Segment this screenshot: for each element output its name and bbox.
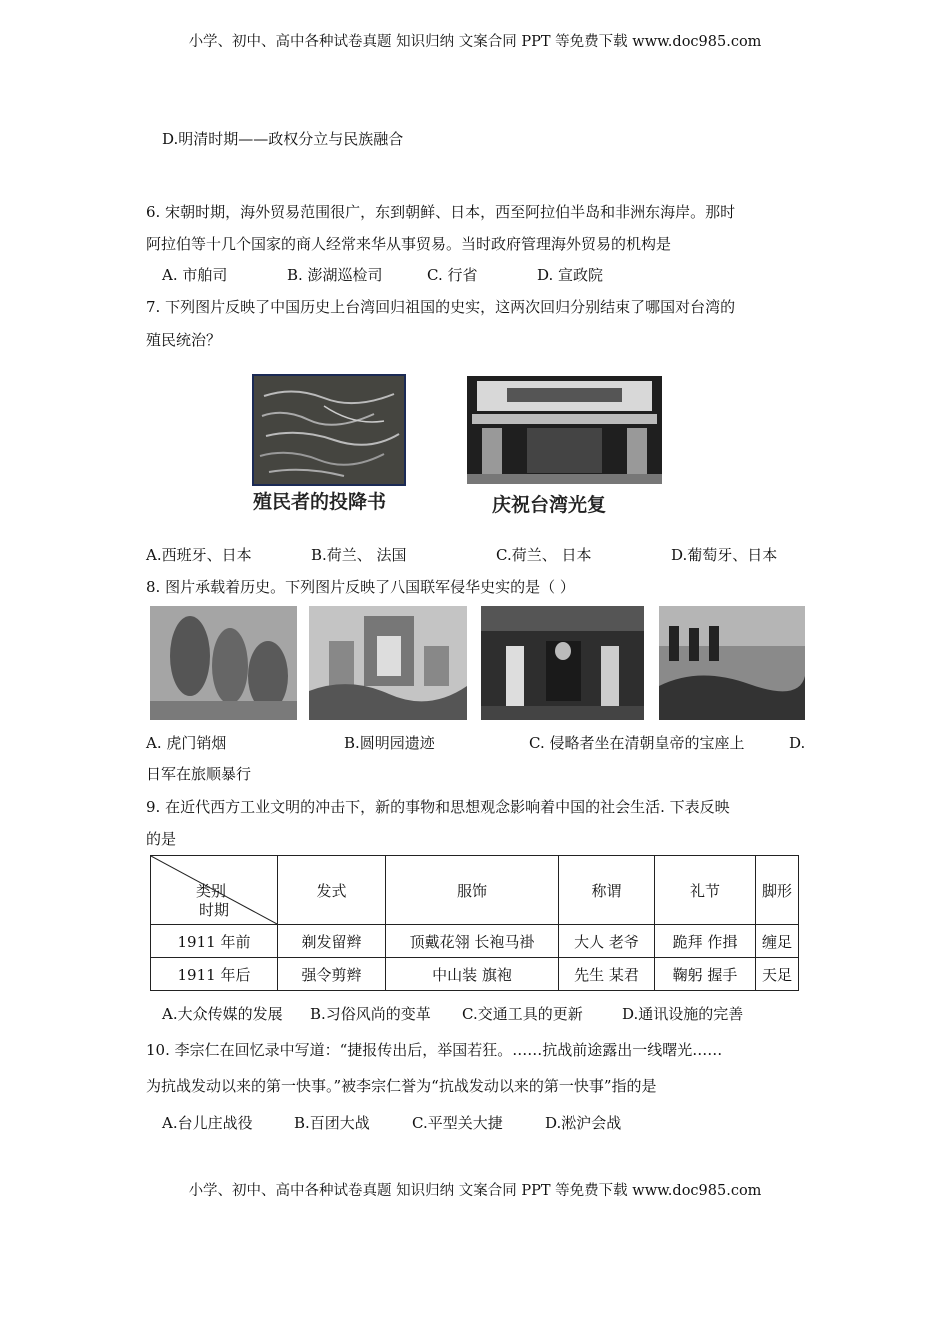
page-header: 小学、初中、高中各种试卷真题 知识归纳 文案合同 PPT 等免费下载 www.doc985.com <box>188 34 762 50</box>
q6-options <box>162 265 822 285</box>
q10-option-a: A.台儿庄战役 <box>162 1114 253 1132</box>
invaders-on-throne-photo <box>481 606 644 720</box>
caption-taiwan-retrocession: 庆祝台湾光复 <box>492 494 607 516</box>
surrender-document-photo <box>252 374 406 486</box>
cell-clothing: 顶戴花翎 长袍马褂 <box>386 925 559 958</box>
q9-options <box>162 1004 822 1024</box>
taiwan-retrocession-photo <box>467 376 662 484</box>
humen-opium-relief-photo <box>150 606 297 720</box>
q9-option-c: C.交通工具的更新 <box>462 1005 583 1023</box>
q10-options <box>162 1113 782 1133</box>
q8-options <box>146 733 826 753</box>
q6-option-a: A. 市舶司 <box>162 266 228 284</box>
table-header-row <box>151 856 799 925</box>
q7-option-d: D.葡萄牙、日本 <box>671 546 778 564</box>
page-footer: 小学、初中、高中各种试卷真题 知识归纳 文案合同 PPT 等免费下载 www.doc985.com <box>188 1183 762 1199</box>
q8-option-c: C. 侵略者坐在清朝皇帝的宝座上 <box>529 734 745 752</box>
q10-option-c: C.平型关大捷 <box>412 1114 503 1132</box>
q10-option-d: D.淞沪会战 <box>545 1114 622 1132</box>
q8-option-d: D. <box>789 734 806 752</box>
q9-stem-line2: 的是 <box>146 830 177 848</box>
q6-option-d: D. 宣政院 <box>537 266 604 284</box>
q8-option-d-text: 日军在旅顺暴行 <box>146 765 252 783</box>
cell-period: 1911 年后 <box>151 958 278 991</box>
header-clothing: 服饰 <box>386 856 559 925</box>
q5-option-d: D.明清时期——政权分立与民族融合 <box>162 130 404 148</box>
cell-feet: 缠足 <box>756 925 799 958</box>
q7-stem-line1: 7. 下列图片反映了中国历史上台湾回归祖国的史实，这两次回归分别结束了哪国对台湾的 <box>146 298 736 316</box>
q8-option-b: B.圆明园遗迹 <box>344 734 435 752</box>
q7-options <box>146 545 826 565</box>
q10-option-b: B.百团大战 <box>294 1114 370 1132</box>
q6-option-c: C. 行省 <box>427 266 478 284</box>
q6-stem-line2: 阿拉伯等十几个国家的商人经常来华从事贸易。当时政府管理海外贸易的机构是 <box>146 235 672 253</box>
q6-option-b: B. 澎湖巡检司 <box>287 266 383 284</box>
q10-stem-line1: 10. 李宗仁在回忆录中写道：“捷报传出后，举国若狂。……抗战前途露出一线曙光…… <box>146 1041 723 1059</box>
q9-option-b: B.习俗风尚的变革 <box>310 1005 431 1023</box>
cell-period: 1911 年前 <box>151 925 278 958</box>
q6-stem-line1: 6. 宋朝时期，海外贸易范围很广，东到朝鲜、日本，西至阿拉伯半岛和非洲东海岸。那时 <box>146 203 736 221</box>
q9-stem-line1: 9. 在近代西方工业文明的冲击下，新的事物和思想观念影响着中国的社会生活. 下表反映 <box>146 798 730 816</box>
cell-etiquette: 跪拜 作揖 <box>655 925 756 958</box>
corner-label-period: 时期 <box>199 901 230 919</box>
cell-feet: 天足 <box>756 958 799 991</box>
cell-hairstyle: 剃发留辫 <box>278 925 386 958</box>
yuanmingyuan-ruins-photo <box>309 606 467 720</box>
cell-hairstyle: 强令剪辫 <box>278 958 386 991</box>
q7-option-c: C.荷兰、 日本 <box>496 546 592 564</box>
cell-clothing: 中山装 旗袍 <box>386 958 559 991</box>
table-corner-cell <box>151 856 278 925</box>
lushun-massacre-photo <box>659 606 805 720</box>
q8-stem: 8. 图片承载着历史。下列图片反映了八国联军侵华史实的是（ ） <box>146 578 575 596</box>
table-row <box>151 958 799 991</box>
customs-comparison-table <box>150 855 799 991</box>
q9-option-a: A.大众传媒的发展 <box>162 1005 283 1023</box>
q10-stem-line2: 为抗战发动以来的第一快事。”被李宗仁誉为“抗战发动以来的第一快事”指的是 <box>146 1077 657 1095</box>
header-feet: 脚形 <box>756 856 799 925</box>
q7-stem-line2: 殖民统治？ <box>146 331 222 349</box>
cell-address: 先生 某君 <box>559 958 655 991</box>
q7-option-b: B.荷兰、 法国 <box>311 546 407 564</box>
header-hairstyle: 发式 <box>278 856 386 925</box>
corner-label-category: 类别 <box>196 882 227 900</box>
q7-option-a: A.西班牙、日本 <box>146 546 252 564</box>
table-row <box>151 925 799 958</box>
q8-option-a: A. 虎门销烟 <box>146 734 227 752</box>
cell-etiquette: 鞠躬 握手 <box>655 958 756 991</box>
q9-option-d: D.通讯设施的完善 <box>622 1005 744 1023</box>
cell-address: 大人 老爷 <box>559 925 655 958</box>
header-etiquette: 礼节 <box>655 856 756 925</box>
header-address: 称谓 <box>559 856 655 925</box>
caption-surrender-document: 殖民者的投降书 <box>253 491 387 513</box>
